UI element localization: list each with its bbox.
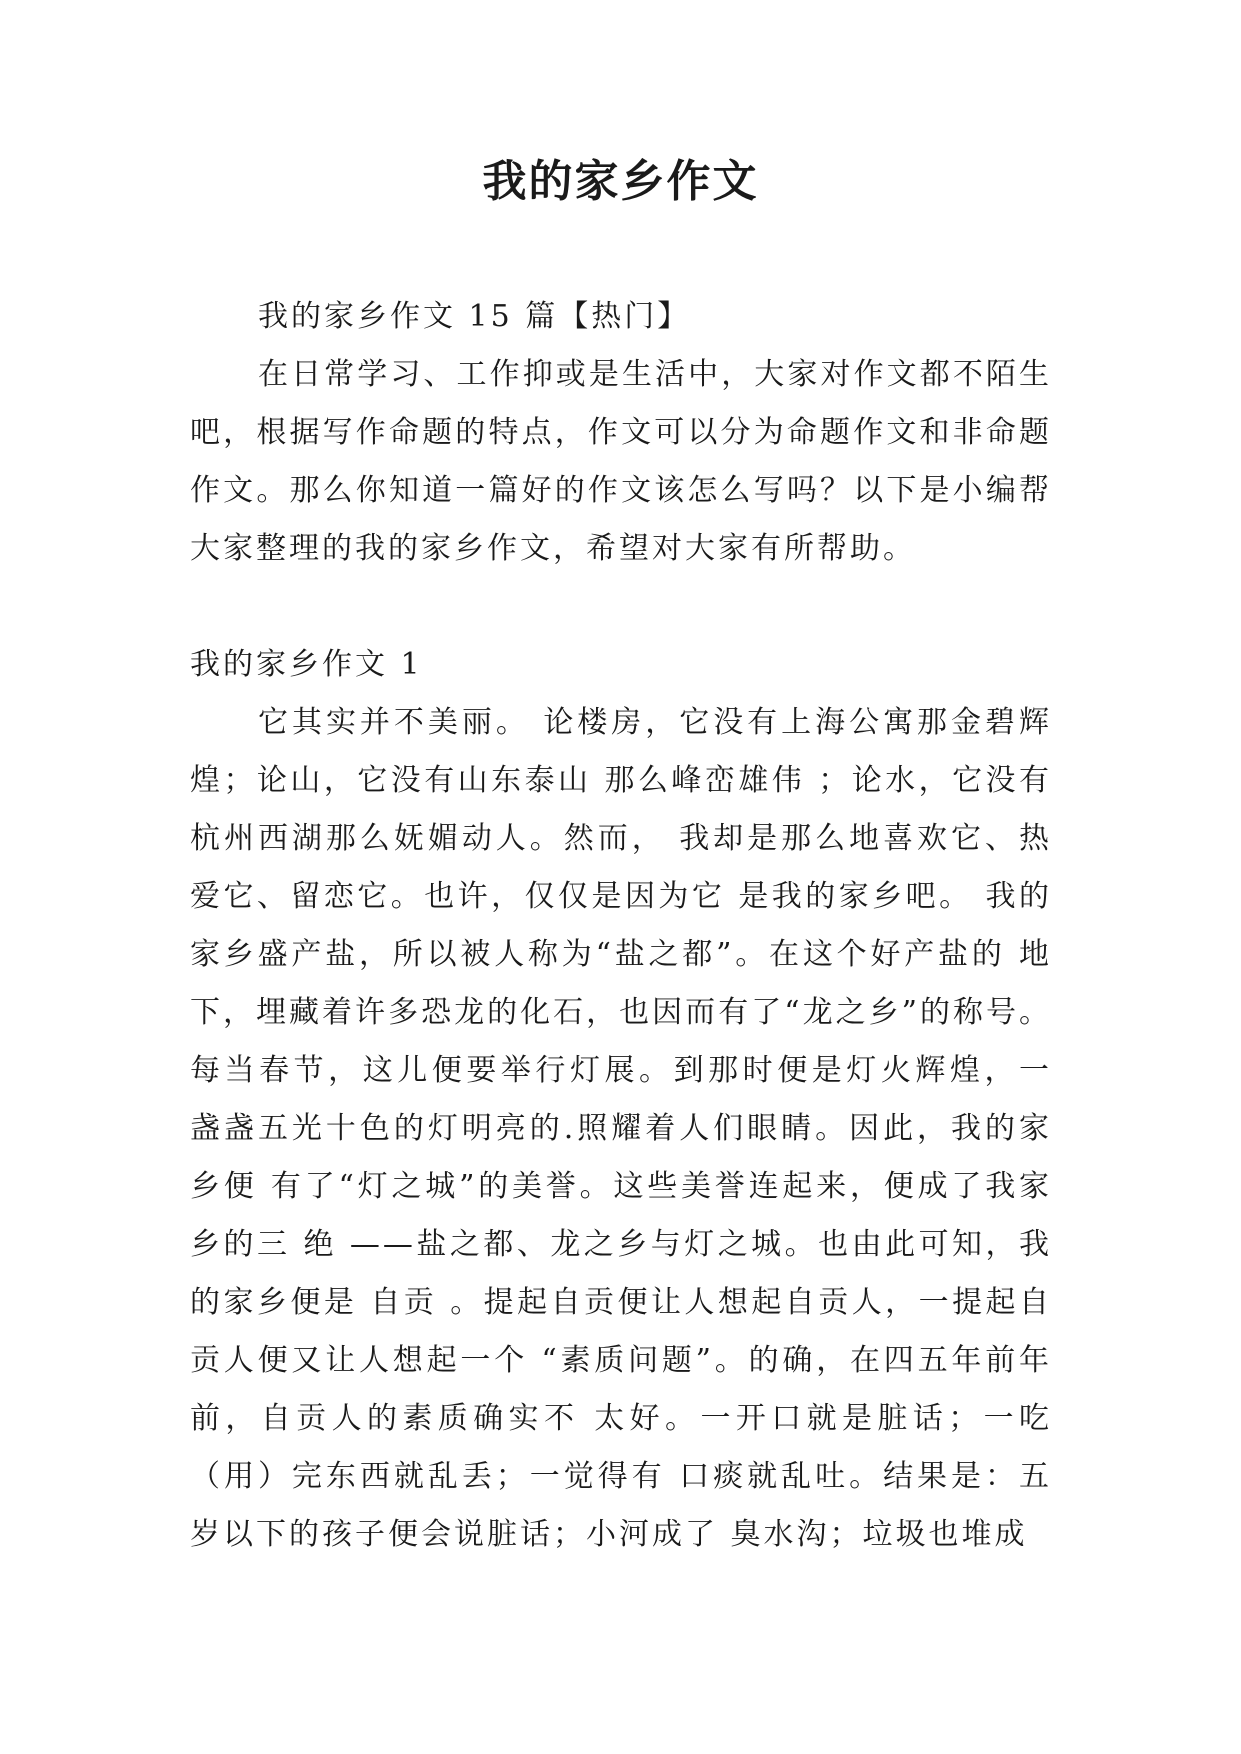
document-title: 我的家乡作文 [482, 156, 759, 207]
section-body-paragraph: 它其实并不美丽。 论楼房，它没有上海公寓那金碧辉煌；论山，它没有山东泰山 那么峰峦雄伟 ；论水，它没有杭州西湖那么妩媚动人。然而， 我却是那么地喜欢它、热爱它、留恋它。也许，仅仅是因为它 是我的家乡吧。 我的家乡盛产盐，所以被人称为“盐之都”。在这个好产盐的 地下，埋藏着许多恐龙的化石，也因而有了“龙之乡”的称号。每当春节，这儿便要举行灯展。到那时便是灯火辉煌，一 盏盏五光十色的灯明亮的.照耀着人们眼睛。因此，我的家乡便 有了“灯之城”的美誉。这些美誉连起来，便成了我家乡的三 绝 ——盐之都、龙之乡与灯之城。也由此可知，我的家乡便是 自贡 。提起自贡便让人想起自贡人，一提起自贡人便又让人想起一个 “素质问题”。的确，在四五年前年前，自贡人的素质确实不 太好。一开口就是脏话；一吃（用）完东西就乱丢；一觉得有 口痰就乱吐。结果是：五岁以下的孩子便会说脏话；小河成了 臭水沟；垃圾也堆成 [190, 705, 1052, 1552]
document-subtitle: 我的家乡作文 15 篇【热门】 [258, 299, 691, 334]
intro-paragraph: 在日常学习、工作抑或是生活中，大家对作文都不陌生吧，根据写作命题的特点，作文可以分为命题作文和非命题作文。那么你知道一篇好的作文该怎么写吗？以下是小编帮大家整理的我的家乡作文，希望对大家有所帮助。 [190, 357, 1052, 566]
section-heading: 我的家乡作文 1 [190, 647, 423, 682]
